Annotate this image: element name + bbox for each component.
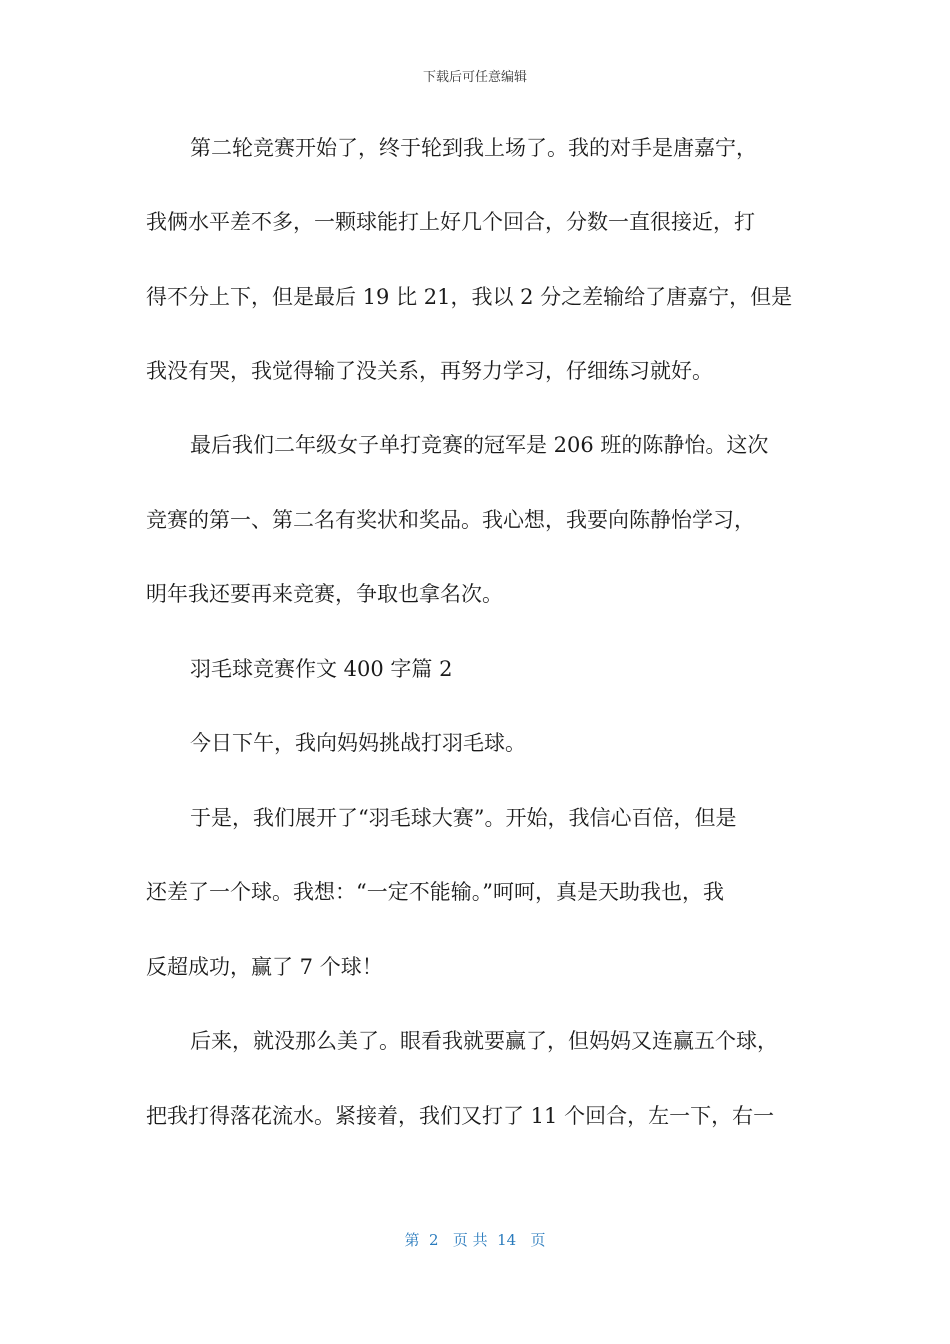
text-line: 最后我们二年级女子单打竞赛的冠军是 206 班的陈静怡。这次	[190, 433, 769, 457]
section-heading: 羽毛球竞赛作文 400 字篇 2	[190, 657, 453, 681]
text-line: 于是，我们展开了“羽毛球大赛”。开始，我信心百倍，但是	[190, 806, 737, 830]
text-line: 竞赛的第一、第二名有奖状和奖品。我心想，我要向陈静怡学习，	[146, 508, 755, 532]
text-line: 我没有哭，我觉得输了没关系，再努力学习，仔细练习就好。	[146, 359, 713, 383]
text-line: 明年我还要再来竞赛，争取也拿名次。	[146, 582, 503, 606]
text-line: 把我打得落花流水。紧接着，我们又打了 11 个回合，左一下，右一	[146, 1104, 775, 1128]
page-header: 下载后可任意编辑	[422, 70, 527, 85]
page-footer: 第 2 页 共 14 页	[404, 1231, 546, 1249]
text-line: 我俩水平差不多，一颗球能打上好几个回合，分数一直很接近，打	[146, 210, 755, 234]
text-line: 今日下午，我向妈妈挑战打羽毛球。	[190, 731, 526, 755]
text-line: 后来，就没那么美了。眼看我就要赢了，但妈妈又连赢五个球，	[190, 1029, 778, 1053]
text-line: 还差了一个球。我想：“一定不能输。”呵呵，真是天助我也，我	[146, 880, 724, 904]
text-line: 得不分上下，但是最后 19 比 21，我以 2 分之差输给了唐嘉宁，但是	[146, 285, 793, 309]
text-line: 第二轮竞赛开始了，终于轮到我上场了。我的对手是唐嘉宁，	[190, 136, 757, 160]
text-line: 反超成功，赢了 7 个球！	[146, 955, 383, 979]
